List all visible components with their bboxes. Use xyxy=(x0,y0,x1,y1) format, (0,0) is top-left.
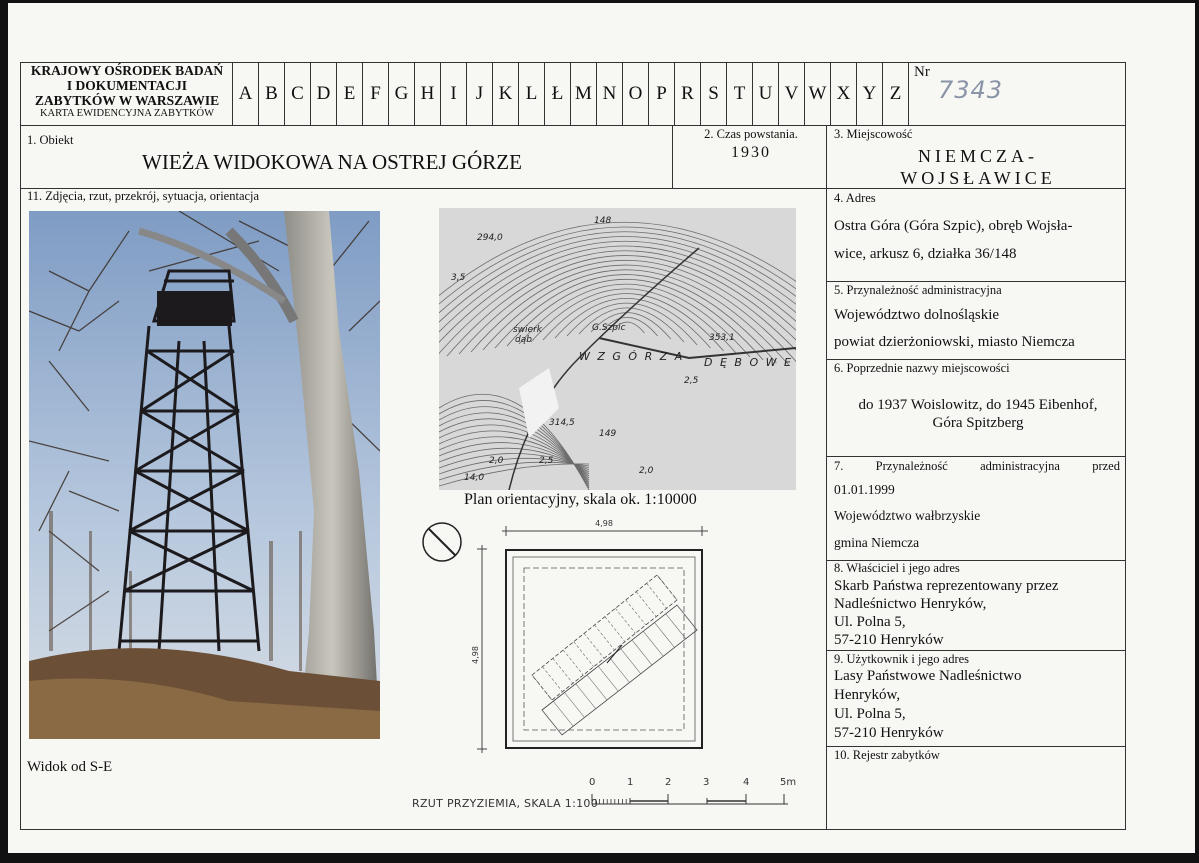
letter-cell: T xyxy=(726,62,752,125)
map-label: 294,0 xyxy=(477,233,503,243)
letter-cell: A xyxy=(232,62,258,125)
przed-label-part: przed xyxy=(1092,459,1120,473)
letter-cell: N xyxy=(596,62,622,125)
map-label: 14,0 xyxy=(464,473,485,483)
scale-tick: 3 xyxy=(703,777,710,788)
uzytkownik-line-3: Ul. Polna 5, xyxy=(834,706,906,722)
wlasciciel-line-3: Ul. Polna 5, xyxy=(834,614,906,630)
divider xyxy=(826,746,1126,747)
letter-cell: V xyxy=(778,62,804,125)
letter-cell: Ł xyxy=(544,62,570,125)
letter-cell: C xyxy=(284,62,310,125)
divider xyxy=(826,125,827,830)
wlasciciel-line-4: 57-210 Henryków xyxy=(834,632,944,648)
map-label: 353,1 xyxy=(709,333,735,343)
map-label: 149 xyxy=(599,429,617,439)
rejestr-label: 10. Rejestr zabytków xyxy=(834,748,940,762)
plan-dimension-height: 4,98 xyxy=(471,646,480,664)
nr-value: 7343 xyxy=(938,76,1004,104)
divider xyxy=(826,456,1126,457)
zdjecia-label: 11. Zdjęcia, rzut, przekrój, sytuacja, orientacja xyxy=(27,189,260,203)
map-label: dąb xyxy=(515,335,532,345)
letter-index-row xyxy=(232,62,908,125)
letter-cell: F xyxy=(362,62,388,125)
przed-label-part: 7. xyxy=(834,459,844,473)
map-label: 2,5 xyxy=(539,456,554,466)
uzytkownik-line-2: Henryków, xyxy=(834,687,901,703)
przynaleznosc-line-1: Województwo dolnośląskie xyxy=(834,307,1000,323)
map-label: 314,5 xyxy=(549,418,575,428)
letter-cell: O xyxy=(622,62,648,125)
uzytkownik-line-1: Lasy Państwowe Nadleśnictwo xyxy=(834,668,1022,684)
uzytkownik-line-4: 57-210 Henryków xyxy=(834,725,944,741)
map-label: G.Szpic xyxy=(592,323,626,333)
przed-date: 01.01.1999 xyxy=(834,482,895,497)
institution-line-1: KRAJOWY OŚRODEK BADAŃ xyxy=(30,63,224,78)
przed-label-part: administracyjna xyxy=(980,459,1060,473)
letter-cell: Y xyxy=(856,62,882,125)
letter-cell: X xyxy=(830,62,856,125)
ground-floor-plan xyxy=(412,515,807,815)
letter-cell: G xyxy=(388,62,414,125)
institution-line-2: I DOKUMENTACJI xyxy=(66,78,188,93)
map-label: 2,5 xyxy=(684,376,699,386)
letter-cell: U xyxy=(752,62,778,125)
scale-tick: 4 xyxy=(743,777,750,788)
letter-cell: D xyxy=(310,62,336,125)
letter-cell: E xyxy=(336,62,362,125)
scale-tick: 0 xyxy=(589,777,596,788)
map-label: 3,5 xyxy=(451,273,466,283)
wlasciciel-line-2: Nadleśnictwo Henryków, xyxy=(834,596,987,612)
map-label: W Z G Ó R Z A xyxy=(579,350,685,363)
letter-cell: M xyxy=(570,62,596,125)
divider xyxy=(908,62,909,125)
photo-caption: Widok od S-E xyxy=(27,759,113,775)
map-label: 148 xyxy=(594,216,612,226)
nr-label: Nr xyxy=(914,64,930,80)
letter-cell: W xyxy=(804,62,830,125)
przed-line-2: gmina Niemcza xyxy=(834,535,920,550)
obiekt-label: 1. Obiekt xyxy=(27,133,74,147)
miejscowosc-value-2: WOJSŁAWICE xyxy=(900,168,1056,188)
letter-cell: L xyxy=(518,62,544,125)
map-label: świerk xyxy=(513,325,542,335)
przynaleznosc-label: 5. Przynależność administracyjna xyxy=(834,283,1002,297)
orientation-map xyxy=(439,208,796,490)
plan-dimension-width: 4,98 xyxy=(595,519,613,528)
miejscowosc-value-1: NIEMCZA- xyxy=(918,146,1038,166)
divider xyxy=(826,650,1126,651)
scale-bar xyxy=(412,772,812,812)
scale-caption: RZUT PRZYZIEMIA, SKALA 1:100 xyxy=(412,797,598,810)
institution-name xyxy=(22,63,232,120)
czas-label: 2. Czas powstania. xyxy=(704,127,798,141)
letter-cell: P xyxy=(648,62,674,125)
letter-cell: S xyxy=(700,62,726,125)
letter-cell: K xyxy=(492,62,518,125)
przed-line-1: Województwo wałbrzyskie xyxy=(834,508,981,523)
tower-photo xyxy=(29,211,380,739)
letter-cell: B xyxy=(258,62,284,125)
miejscowosc-label: 3. Miejscowość xyxy=(834,127,913,141)
card-type: KARTA EWIDENCYJNA ZABYTKÓW xyxy=(39,108,215,119)
adres-line-1: Ostra Góra (Góra Szpic), obręb Wojsła- xyxy=(834,218,1073,234)
divider xyxy=(672,125,673,188)
poprzednie-nazwy-line-1: do 1937 Woislowitz, do 1945 Eibenhof, xyxy=(858,397,1098,413)
letter-cell: R xyxy=(674,62,700,125)
map-caption: Plan orientacyjny, skala ok. 1:10000 xyxy=(464,491,697,508)
scale-tick: 2 xyxy=(665,777,672,788)
map-label: 2,0 xyxy=(639,466,654,476)
divider xyxy=(826,359,1126,360)
letter-cell: H xyxy=(414,62,440,125)
wlasciciel-line-1: Skarb Państwa reprezentowany przez xyxy=(834,578,1059,594)
obiekt-value: WIEŻA WIDOKOWA NA OSTREJ GÓRZE xyxy=(142,150,522,174)
wlasciciel-label: 8. Właściciel i jego adres xyxy=(834,561,960,575)
przed-label xyxy=(834,459,1120,474)
adres-line-2: wice, arkusz 6, działka 36/148 xyxy=(834,246,1017,262)
letter-cell: I xyxy=(440,62,466,125)
divider xyxy=(826,281,1126,282)
map-label: D Ę B O W E xyxy=(704,356,793,369)
scale-tick: 5m xyxy=(780,777,797,788)
przynaleznosc-line-2: powiat dzierżoniowski, miasto Niemcza xyxy=(834,334,1075,350)
adres-label: 4. Adres xyxy=(834,191,876,205)
letter-cell: J xyxy=(466,62,492,125)
map-label: 2,0 xyxy=(489,456,504,466)
poprzednie-nazwy-line-2: Góra Spitzberg xyxy=(932,415,1024,431)
letter-cell: Z xyxy=(882,62,908,125)
poprzednie-nazwy-label: 6. Poprzednie nazwy miejscowości xyxy=(834,361,1010,375)
scale-tick: 1 xyxy=(627,777,634,788)
przed-label-part: Przynależność xyxy=(875,459,948,473)
institution-line-3: ZABYTKÓW W WARSZAWIE xyxy=(34,93,220,108)
divider xyxy=(20,125,1126,126)
czas-value: 1930 xyxy=(731,144,771,161)
uzytkownik-label: 9. Użytkownik i jego adres xyxy=(834,652,970,666)
